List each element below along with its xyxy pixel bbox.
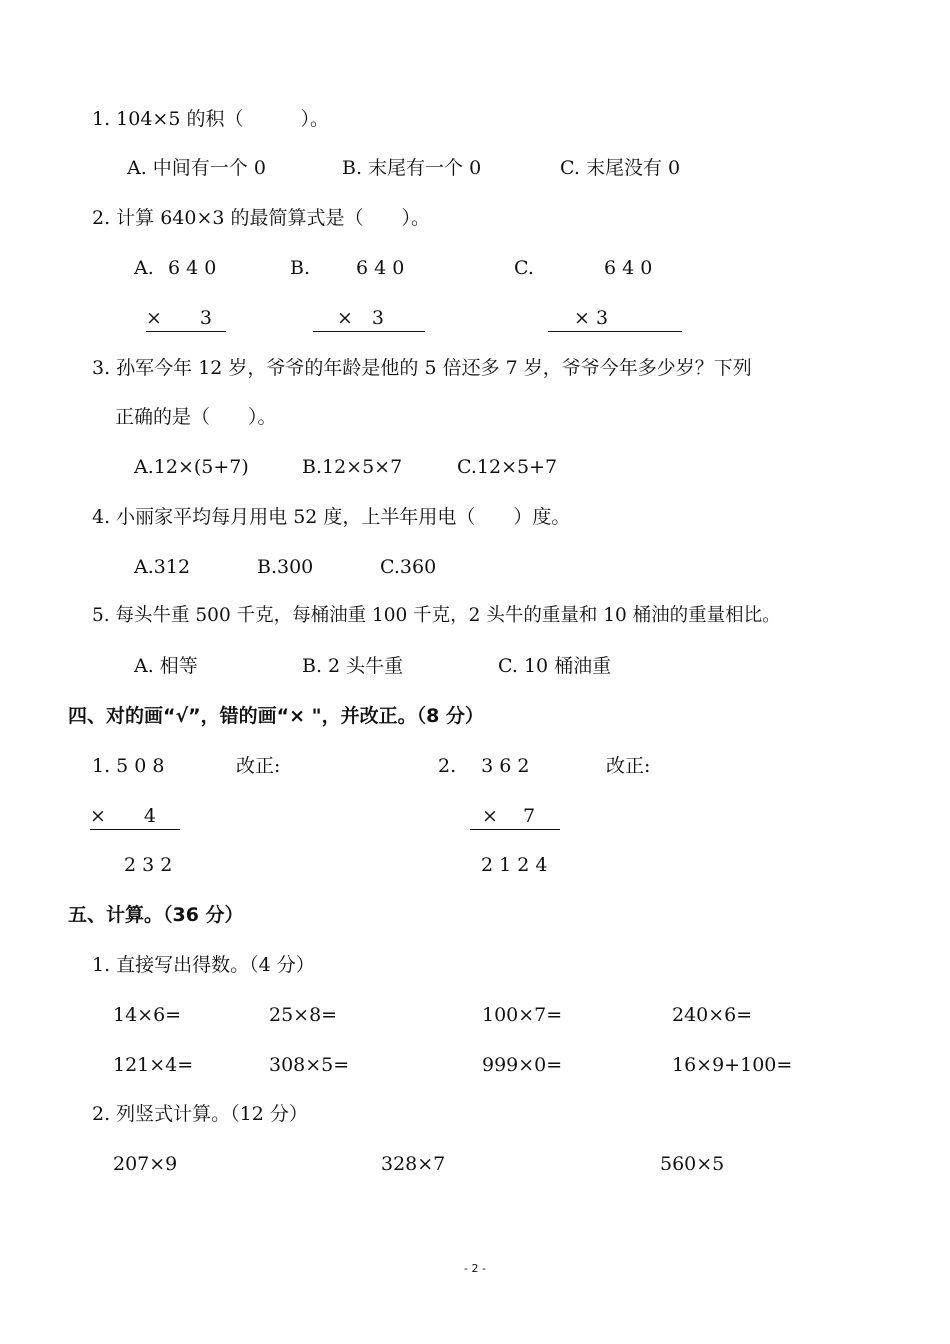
q2-option-c-label: C.: [514, 257, 534, 279]
q2-option-b-top: 6 4 0: [356, 257, 405, 279]
q3-option-b: B.12×5×7: [302, 456, 403, 478]
q1-option-a: A. 中间有一个 0: [127, 157, 266, 179]
q5-stem: 5. 每头牛重 500 千克，每桶油重 100 千克，2 头牛的重量和 10 桶油的重量相比。: [92, 605, 781, 626]
q2-option-a-multiplier: × 3: [146, 306, 226, 332]
mental-math-item: 100×7=: [482, 1004, 563, 1026]
sec4-problem-2-top: 2. 3 6 2: [438, 755, 530, 777]
q3-option-a: A.12×(5+7): [134, 456, 249, 478]
sec4-problem-2-multiplier: × 7: [470, 804, 560, 830]
q4-option-b: B.300: [257, 556, 314, 578]
mental-math-item: 121×4=: [113, 1054, 194, 1076]
section-5-title: 五、计算。（36 分）: [68, 904, 244, 926]
q2-option-b-label: B.: [290, 257, 311, 279]
sec4-problem-1-multiplier: × 4: [90, 804, 180, 830]
mental-math-item: 999×0=: [482, 1054, 563, 1076]
q4-option-a: A.312: [134, 556, 191, 578]
sec4-problem-1-fix-label: 改正:: [236, 755, 281, 777]
mental-math-item: 25×8=: [269, 1004, 338, 1026]
sec5-sub-1-title: 1. 直接写出得数。（4 分）: [92, 954, 315, 976]
q3-option-c: C.12×5+7: [457, 456, 558, 478]
sec4-problem-1-result: 2 3 2: [124, 854, 173, 876]
vertical-calc-item: 328×7: [381, 1153, 446, 1175]
q2-option-a-top: 6 4 0: [168, 257, 217, 279]
mental-math-item: 240×6=: [672, 1004, 753, 1026]
q4-stem: 4. 小丽家平均每月用电 52 度，上半年用电（ ）度。: [92, 506, 571, 528]
sec5-sub-2-title: 2. 列竖式计算。（12 分）: [92, 1103, 308, 1125]
q3-stem-line1: 3. 孙军今年 12 岁，爷爷的年龄是他的 5 倍还多 7 岁，爷爷今年多少岁？下列: [92, 357, 752, 379]
mental-math-item: 16×9+100=: [672, 1054, 793, 1076]
q2-option-a-label: A.: [134, 257, 154, 279]
vertical-calc-item: 560×5: [660, 1153, 725, 1175]
page-number: - 2 -: [464, 1262, 486, 1275]
vertical-calc-item: 207×9: [113, 1153, 178, 1175]
q1-stem: 1. 104×5 的积（ ）。: [92, 108, 329, 130]
q2-option-c-multiplier: × 3: [548, 306, 682, 332]
q1-option-c: C. 末尾没有 0: [560, 157, 681, 179]
section-4-title: 四、对的画“√”，错的画“× "，并改正。（8 分）: [68, 705, 484, 727]
q2-option-b-multiplier: × 3: [313, 306, 425, 332]
q5-option-a: A. 相等: [134, 655, 198, 677]
q5-option-c: C. 10 桶油重: [498, 655, 612, 677]
sec4-problem-1-top: 1. 5 0 8: [92, 755, 165, 777]
q2-stem: 2. 计算 640×3 的最简算式是（ ）。: [92, 207, 431, 229]
q4-option-c: C.360: [380, 556, 437, 578]
q3-stem-line2: 正确的是（ ）。: [115, 406, 277, 428]
q2-option-c-top: 6 4 0: [604, 257, 653, 279]
sec4-problem-2-result: 2 1 2 4: [481, 854, 548, 876]
mental-math-item: 308×5=: [269, 1054, 350, 1076]
mental-math-item: 14×6=: [113, 1004, 182, 1026]
q5-option-b: B. 2 头牛重: [302, 655, 404, 677]
q1-option-b: B. 末尾有一个 0: [342, 157, 482, 179]
sec4-problem-2-fix-label: 改正:: [606, 755, 651, 777]
